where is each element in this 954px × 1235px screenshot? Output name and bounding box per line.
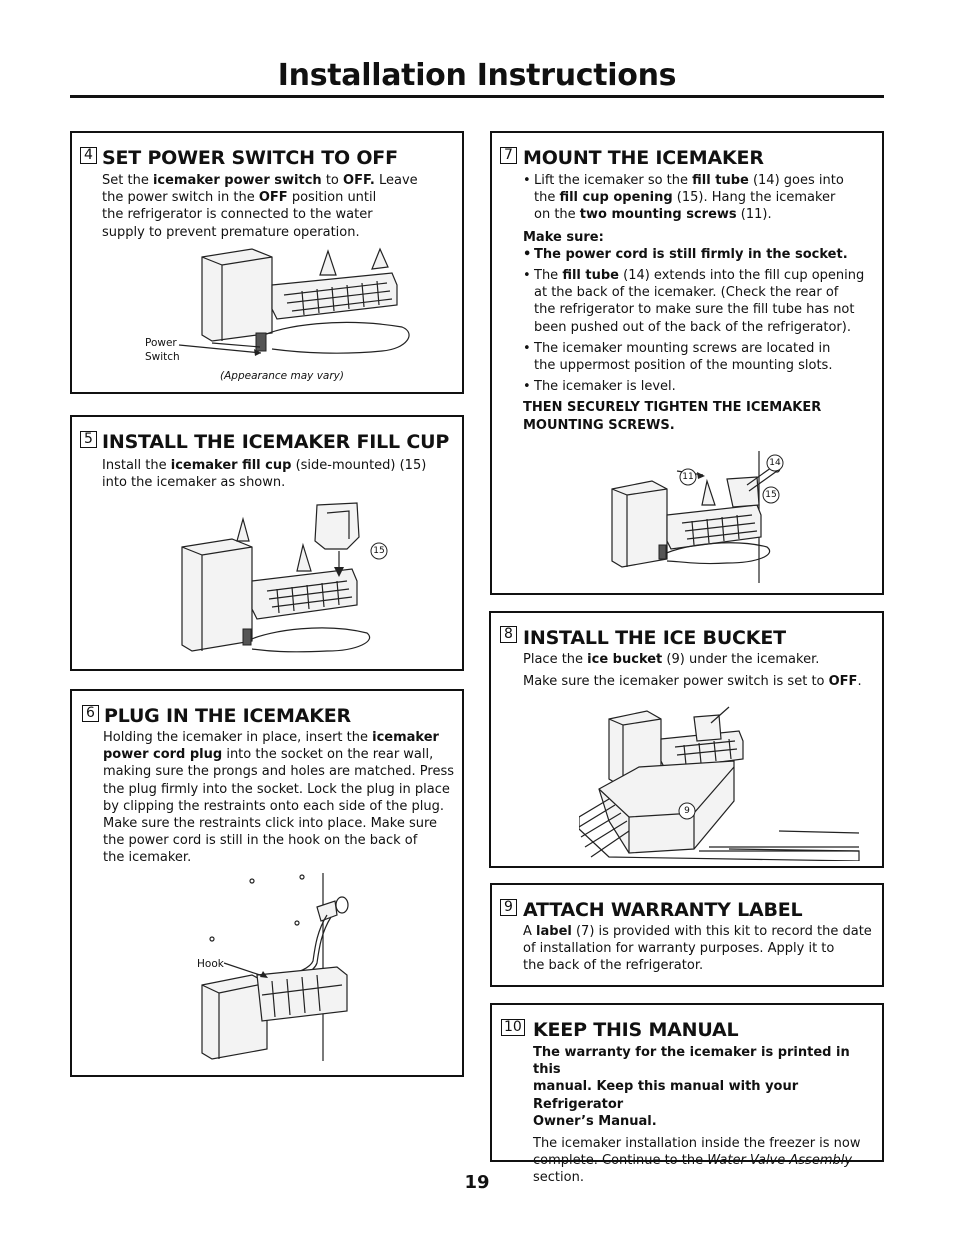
step-heading: SET POWER SWITCH TO OFF [102,147,398,169]
step-8-box [489,611,884,868]
step-number: 10 [501,1019,525,1036]
step-body: Place the ice bucket (9) under the icemaker. Make sure the icemaker power switch is set to OFF. [523,652,862,690]
power-switch-label: Power Switch [145,337,180,363]
step-heading: KEEP THIS MANUAL [533,1019,739,1041]
ice-bucket-illustration [579,701,869,861]
page-number: 19 [464,1172,490,1193]
step-body: Holding the icemaker in place, insert the icemaker power cord plug into the socket on the rear wall, making sure the prongs and holes are matched. Press the plug firmly into the socket. Lock the plug in place by clipping the restraints onto each side of the plug. Make sure the restraints click into place. Make sure the power cord is still in the hook on the back of the icemaker. [103,730,455,866]
step-9-box [490,883,884,987]
title-rule [70,95,884,98]
appearance-caption: (Appearance may vary) [220,370,344,382]
step-heading: INSTALL THE ICE BUCKET [523,627,786,649]
step-heading: INSTALL THE ICEMAKER FILL CUP [102,431,450,453]
hook-pointer [222,959,272,981]
step-number: 4 [80,147,97,164]
callout-14: 14 [769,458,781,468]
step-body: • Lift the icemaker so the fill tube (14) goes into the fill cup opening (15). Hang the icemaker on the two mounting screws (11). Make sure: • The power cord is still firmly in the socket. • The fill tube (14) extends into the fill cup opening at the back of the icemaker. (Check the rear of the refrigerator to make sure the fill tube has not been pushed out of the back of the refrigerator). • The icemaker mounting screws are located in the uppermost position of the mounting slots. • The icemaker is level. THEN SECURELY TIGHTEN THE ICEMAKER MOUNTING SCREWS. [523,172,873,434]
page-title: Installation Instructions [277,58,677,93]
callout-11: 11 [682,472,694,482]
mount-icemaker-illustration [607,449,797,589]
step-number: 6 [82,705,99,722]
power-switch-pointer [177,341,267,361]
step-body: A label (7) is provided with this kit to record the date of installation for warranty purposes. Apply it to the back of the refrigerator. [523,924,872,974]
callout-15: 15 [765,490,777,500]
step-4-box [70,131,464,394]
step-number: 7 [500,147,517,164]
step-heading: MOUNT THE ICEMAKER [523,147,764,169]
step-body: Install the icemaker fill cup (side-mounted) (15) into the icemaker as shown. [102,458,427,491]
step-number: 8 [500,626,517,643]
step-number: 9 [500,899,517,916]
step-heading: ATTACH WARRANTY LABEL [523,899,803,921]
step-body: Set the icemaker power switch to OFF. Leave the power switch in the OFF position until the refrigerator is connected to the water supply to prevent premature operation. [102,173,418,240]
step-heading: PLUG IN THE ICEMAKER [104,705,351,727]
step-10-box [490,1003,884,1186]
callout-15: 15 [373,546,385,556]
callout-9: 9 [684,806,690,816]
fill-cup-illustration [177,501,407,661]
hook-label: Hook [197,958,224,970]
step-5-box [70,415,464,671]
step-7-box [490,131,884,595]
step-number: 5 [80,431,97,448]
step-body: The warranty for the icemaker is printed in this manual. Keep this manual with your Refrigerator Owner’s Manual. The icemaker installation inside the freezer is now complete. Continue to the Water Valve Assembly section. [533,1045,861,1186]
step-6-box [70,689,464,1077]
